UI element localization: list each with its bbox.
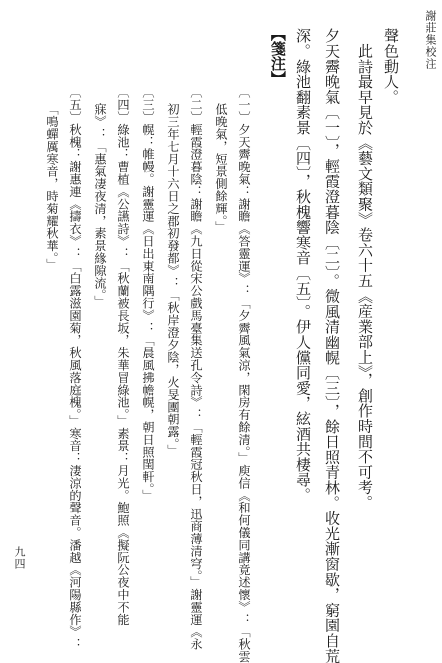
main-text-line: 此詩最早見於《藝文類聚》卷六十五《産業部上》，創作時間不可考。 bbox=[356, 28, 374, 511]
main-text-line: 聲色動人。 bbox=[382, 28, 400, 105]
running-title: 謝莊集校注 bbox=[424, 10, 437, 70]
footnote-line: 低晚氣，短景側餘輝。」 bbox=[214, 103, 228, 234]
page-number: 九四 bbox=[13, 546, 26, 570]
footnote-line: 「鳴蟬厲寒音，時菊耀秋華。」 bbox=[45, 103, 59, 271]
footnote-line: 〔三〕幌：帷幔。謝靈運《日出東南隅行》：「晨風拂幨幌，朝日照閨軒。」 bbox=[141, 86, 155, 502]
footnote-line: 〔一〕夕天霽晚氣：謝瞻《答靈運》：「夕霽風氣涼，閑房有餘清。」庾信《和何儀同講竟述懷》：「秋雲 bbox=[237, 86, 251, 663]
footnote-line: 〔五〕秋槐：謝惠連《擣衣》：「白露滋園菊，秋風落庭槐。」寒音：淒涼的聲音。潘越《河陽縣作》： bbox=[68, 86, 82, 651]
section-heading bbox=[266, 26, 288, 90]
poem-line: 夕天霽晚氣〔一〕，輕霞澄暮陰〔二〕。微風清幽幌〔三〕，餘日照青林。收光漸窗歇，窮園自荒 bbox=[323, 28, 341, 663]
footnote-line: 初三年七月十六日之郡初發都》：「秋岸澄夕陰，火旻團朝露。」 bbox=[166, 103, 180, 457]
footnote-line: 寐》：「惠氣凄夜清，素景緣隙流。」 bbox=[93, 103, 107, 308]
footnote-line: 〔二〕輕霞澄暮陰：謝瞻《九日從宋公戲馬臺集送孔令詩》：「輕霞冠秋日，迅商薄清穹。」謝靈運《永 bbox=[189, 86, 203, 651]
poem-line: 深。綠池翻素景〔四〕，秋槐響寒音〔五〕。伊人儻同愛，絃酒共棲尋。 bbox=[294, 28, 312, 503]
footnote-line: 〔四〕綠池：曹植《公讌詩》：「秋蘭被長坂，朱華冒綠池。」素景：月光。鮑照《擬阮公夜中不能 bbox=[116, 86, 130, 626]
section-heading-text: 【箋注】 bbox=[268, 26, 287, 86]
